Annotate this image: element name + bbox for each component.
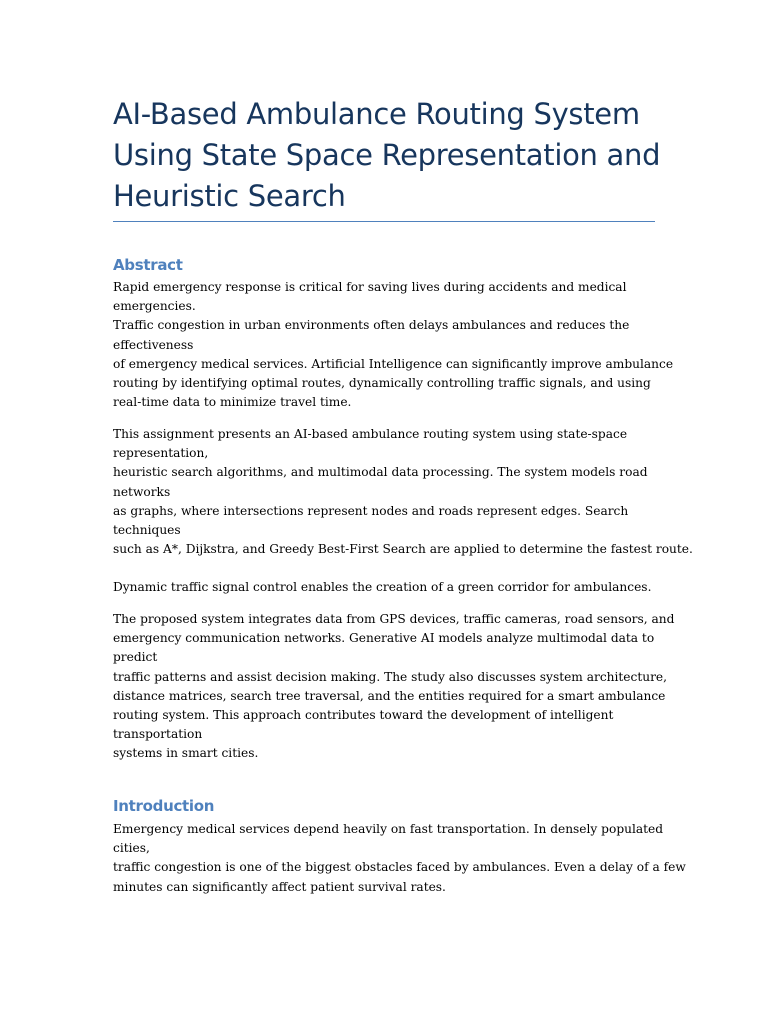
- text-line: networks: [113, 484, 171, 499]
- text-line: real-time data to minimize travel time.: [113, 395, 352, 410]
- text-line: heuristic search algorithms, and multimodal data processing. The system models road: [113, 465, 648, 480]
- text-line: representation,: [113, 446, 209, 461]
- text-line: Dynamic traffic signal control enables the creation of a green corridor for ambulances.: [113, 580, 652, 594]
- text-line: Emergency medical services depend heavily on fast transportation. In densely populated: [113, 822, 664, 836]
- abstract-paragraph-4: [113, 610, 673, 764]
- text-line: as graphs, where intersections represent nodes and roads represent edges. Search: [113, 503, 629, 518]
- title-line: Heuristic Search: [113, 179, 346, 213]
- text-line: routing by identifying optimal routes, dynamically controlling traffic signals, and using: [113, 376, 651, 391]
- text-line: traffic congestion is one of the biggest obstacles faced by ambulances. Even a delay of a few: [113, 860, 686, 875]
- text-line: Traffic congestion in urban environments often delays ambulances and reduces the: [113, 318, 630, 333]
- text-line: emergency communication networks. Generative AI models analyze multimodal data to: [113, 631, 655, 646]
- text-line: routing system. This approach contributes toward the development of intelligent: [113, 708, 614, 723]
- abstract-heading: Abstract: [113, 256, 183, 274]
- abstract-paragraph-3: [113, 578, 673, 597]
- title-underline-rule: [113, 221, 655, 222]
- text-line: cities,: [113, 841, 150, 856]
- text-line: of emergency medical services. Artificial Intelligence can significantly improve ambulance: [113, 356, 674, 371]
- text-line: minutes can significantly affect patient survival rates.: [113, 879, 446, 894]
- title-line: AI-Based Ambulance Routing System: [113, 97, 640, 131]
- text-line: systems in smart cities.: [113, 746, 259, 761]
- text-line: emergencies.: [113, 299, 196, 314]
- text-line: Rapid emergency response is critical for saving lives during accidents and medical: [113, 280, 627, 294]
- introduction-heading: Introduction: [113, 797, 215, 815]
- text-line: distance matrices, search tree traversal, and the entities required for a smart ambulance: [113, 688, 666, 703]
- title-line: Using State Space Representation and: [113, 138, 661, 172]
- abstract-paragraph-2: [113, 425, 693, 559]
- text-line: traffic patterns and assist decision making. The study also discusses system architecture,: [113, 669, 668, 684]
- text-line: techniques: [113, 523, 181, 538]
- text-line: predict: [113, 650, 158, 665]
- introduction-paragraph-1: [113, 820, 686, 897]
- text-line: The proposed system integrates data from GPS devices, traffic cameras, road sensors, and: [113, 612, 675, 626]
- text-line: such as A*, Dijkstra, and Greedy Best-First Search are applied to determine the fastest route.: [113, 542, 693, 557]
- abstract-paragraph-1: [113, 278, 673, 412]
- text-line: transportation: [113, 727, 203, 742]
- text-line: effectiveness: [113, 337, 194, 352]
- text-line: This assignment presents an AI-based ambulance routing system using state-space: [113, 427, 628, 441]
- document-title: [113, 94, 673, 217]
